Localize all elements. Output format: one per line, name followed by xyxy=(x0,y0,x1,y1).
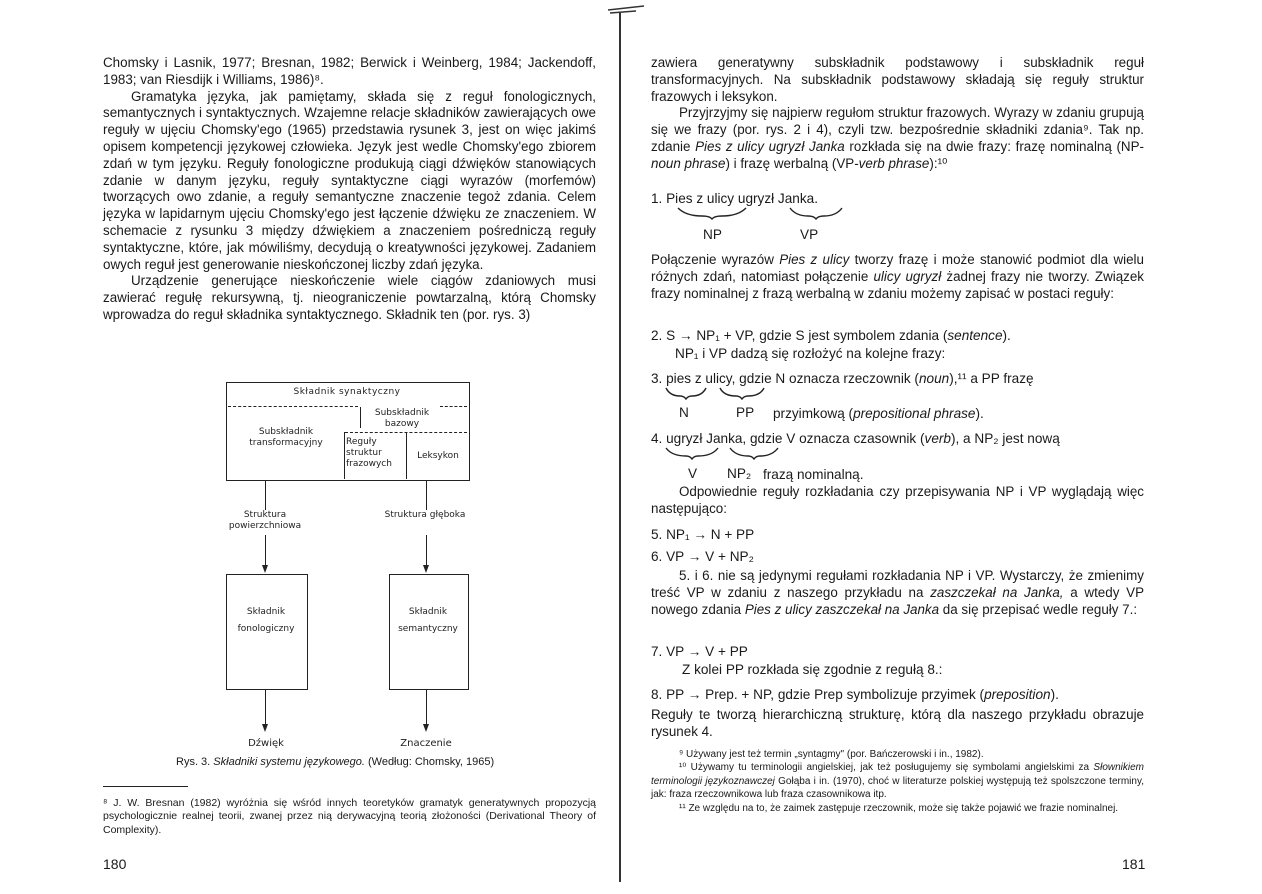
right-para-6: Z kolei PP rozkłada się zgodnie z regułą 8.: xyxy=(682,662,943,677)
meaning-arrow-head xyxy=(423,724,429,732)
syntactic-component-label: Składnik synaktyczny xyxy=(293,387,401,397)
footnote-rule xyxy=(103,786,188,787)
book-spine xyxy=(619,12,621,882)
right-para-7: Reguły te tworzą hierarchiczną strukturę, którą dla naszego przykładu obrazuje rysunek 4. xyxy=(651,707,1144,739)
rule-3-continuation: przyimkową (prepositional phrase). xyxy=(773,406,984,421)
sound-arrow-head xyxy=(262,724,268,732)
right-para-1: zawiera generatywny subskładnik podstawowy i subskładnik reguł transformacyjnych. Na subskładnik podstawowy składają się reguły struktur frazowych i leksykon. xyxy=(651,55,1144,104)
rule-3-braces xyxy=(664,386,824,400)
right-page xyxy=(628,0,1262,894)
base-subcomponent-label: Subskładnik bazowy xyxy=(374,408,430,429)
deep-connector xyxy=(426,480,427,510)
lexicon-label: Leksykon xyxy=(417,451,459,461)
semantic-component-label: Składnik semantyczny xyxy=(398,607,458,634)
rule-3-pp-label: PP xyxy=(736,405,755,420)
surface-arrow-line xyxy=(265,535,266,567)
rule-7: 7. VP → V + PP xyxy=(651,644,748,659)
surface-arrow-head xyxy=(262,565,268,573)
figure-caption xyxy=(176,756,494,768)
sound-label: Dźwięk xyxy=(248,738,284,749)
transform-subcomponent-label: Subskładnik transformacyjny xyxy=(249,427,323,448)
meaning-arrow-line xyxy=(426,690,427,726)
right-footnotes xyxy=(651,748,1144,815)
right-para-4: Odpowiednie reguły rozkładania czy przepisywania NP i VP wyglądają więc następująco: xyxy=(651,484,1144,516)
rule-3-n-label: N xyxy=(679,405,689,420)
dashed-divider-right xyxy=(440,406,467,407)
deep-arrow-head xyxy=(423,565,429,573)
example-1-np-label: NP xyxy=(703,227,722,242)
footnote-8: ⁸ J. W. Bresnan (1982) wyróżnia się wśród innych teoretyków gramatyk generatywnych propozycją psychologicznie realnej teorii, zwanej przez nią derywacyjną teorią złożoności (Derivational Theory of Complexity). xyxy=(103,797,596,836)
rule-2: 2. S → NP₁ + VP, gdzie S jest symbolem zdania (sentence). xyxy=(651,328,1011,343)
footnote-10: ¹⁰ Używamy tu terminologii angielskiej, jak też posługujemy się symbolami angielskimi za Słownikiem terminologii językoznawczej Gołąba i in. (1970), choć w literaturze polskiej występują też spolszczone terminy, jak: fraza rzeczownikowa lub fraza czasownikowa itp. xyxy=(651,762,1144,801)
page-number-left: 180 xyxy=(103,856,127,872)
rule-8: 8. PP → Prep. + NP, gdzie Prep symbolizuje przyimek (preposition). xyxy=(651,687,1059,702)
surface-connector xyxy=(265,480,266,510)
right-para-5: 5. i 6. nie są jedynymi regułami rozkładania NP i VP. Wystarczy, że zmienimy treść VP w zdaniu z naszego przykładu na zaszczekał na Janka, a wtedy VP nowego zdania Pies z ulicy zaszczekał na Janka da się przepisać wedle reguły 7.: xyxy=(651,568,1144,617)
right-para-3: Połączenie wyrazów Pies z ulicy tworzy frazę i może stanowić podmiot dla wielu różnych zdań, natomiast połączenie ulicy ugryzł żadnej frazy nie tworzy. Związek frazy nominalnej z frazą werbalną w zdaniu możemy zapisać w postaci reguły: xyxy=(651,252,1144,301)
example-1-braces xyxy=(676,206,846,220)
phonological-component-label: Składnik fonologiczny xyxy=(237,607,295,634)
rule-2-continuation: NP₁ i VP dadzą się rozłożyć na kolejne frazy: xyxy=(675,346,946,361)
caption-source: (Według: Chomsky, 1965) xyxy=(364,756,495,768)
rule-5: 5. NP₁ → N + PP xyxy=(651,527,755,542)
phrase-rules-label: Reguły struktur frazowych xyxy=(346,437,392,469)
rule-3: 3. pies z ulicy, gdzie N oznacza rzeczownik (noun),¹¹ a PP frazę xyxy=(651,371,1034,386)
rule-4-braces xyxy=(664,446,824,460)
right-para-2: Przyjrzyjmy się najpierw regułom struktur frazowych. Wyrazy w zdaniu grupują się we frazy (por. rys. 2 i 4), czyli tzw. bezpośrednie składniki zdania⁹. Tak np. zdanie Pies z ulicy ugryzł Janka rozkłada się na dwie frazy: frazę nominalną (NP-noun phrase) i frazę werbalną (VP-verb phrase):¹⁰ xyxy=(651,105,1144,171)
rule-4: 4. ugryzł Janka, gdzie V oznacza czasownik (verb), a NP₂ jest nową xyxy=(651,431,1060,446)
deep-structure-label: Struktura głęboka xyxy=(384,510,466,520)
rule-4-np-label: NP₂ xyxy=(727,466,752,481)
sound-arrow-line xyxy=(265,690,266,726)
rule-6: 6. VP → V + NP₂ xyxy=(651,549,754,564)
caption-prefix: Rys. 3. xyxy=(176,756,214,768)
example-1: 1. Pies z ulicy ugryzł Janka. xyxy=(651,191,818,206)
deep-arrow-line xyxy=(426,535,427,567)
left-para-3: Urządzenie generujące nieskończenie wiele ciągów zdaniowych musi zawierać regułę rekursywną, tj. nieograniczenie powtarzalną, którą Chomsky wprowadza do reguł składnika syntaktycznego. Składnik ten (por. rys. 3) xyxy=(103,273,596,322)
left-para-1: Chomsky i Lasnik, 1977; Bresnan, 1982; Berwick i Weinberg, 1984; Jackendoff, 1983; van Riesdijk i Williams, 1986)⁸. xyxy=(103,55,596,87)
page-number-right: 181 xyxy=(1122,856,1146,872)
dashed-divider-left xyxy=(228,406,358,407)
example-1-vp-label: VP xyxy=(800,227,819,242)
right-text-block-top xyxy=(651,55,1144,173)
left-text-block xyxy=(103,55,596,324)
left-para-2: Gramatyka języka, jak pamiętamy, składa się z reguł fonologicznych, semantycznych i syntaktycznych. Wzajemne relacje składników zawierających owe reguły w ujęciu Chomsky'ego (1965) przedstawia rysunek 3, jest on więc jakimś opisem kompetencji językowej człowieka. Język jest wedle Chomsky'ego zbiorem zdań w tym języku. Reguły fonologiczne produkują ciągi dźwięków stanowiących zdanie w danym języku, reguły syntaktyczne ciągi wyrazów (morfemów) tworzących owo zdanie, a reguły semantyczne znaczenie tegoż zdania. Celem języka w lapidarnym ujęciu Chomsky'ego jest łączenie dźwięku ze znaczeniem. W schemacie z rysunku 3 między dźwiękiem a znaczeniem pośredniczą reguły syntaktyczne, które, jak mówiliśmy, decydują o kreatywności językowej. Zadaniem owych reguł jest generowanie nieskończonej liczby zdań języka. xyxy=(103,88,596,272)
meaning-label: Znaczenie xyxy=(400,738,452,749)
footnote-11: ¹¹ Ze względu na to, że zaimek zastępuje rzeczownik, może się także pojawić we frazie nominalnej. xyxy=(679,802,1119,814)
caption-title: Składniki systemu językowego. xyxy=(213,756,365,768)
rule-4-continuation: frazą nominalną. xyxy=(763,467,864,482)
rule-4-v-label: V xyxy=(688,466,698,481)
left-page xyxy=(0,0,618,894)
footnote-9: ⁹ Używany jest też termin „syntagmy" (por. Bańczerowski i in., 1982). xyxy=(679,749,984,760)
surface-structure-label: Struktura powierzchniowa xyxy=(228,510,302,531)
